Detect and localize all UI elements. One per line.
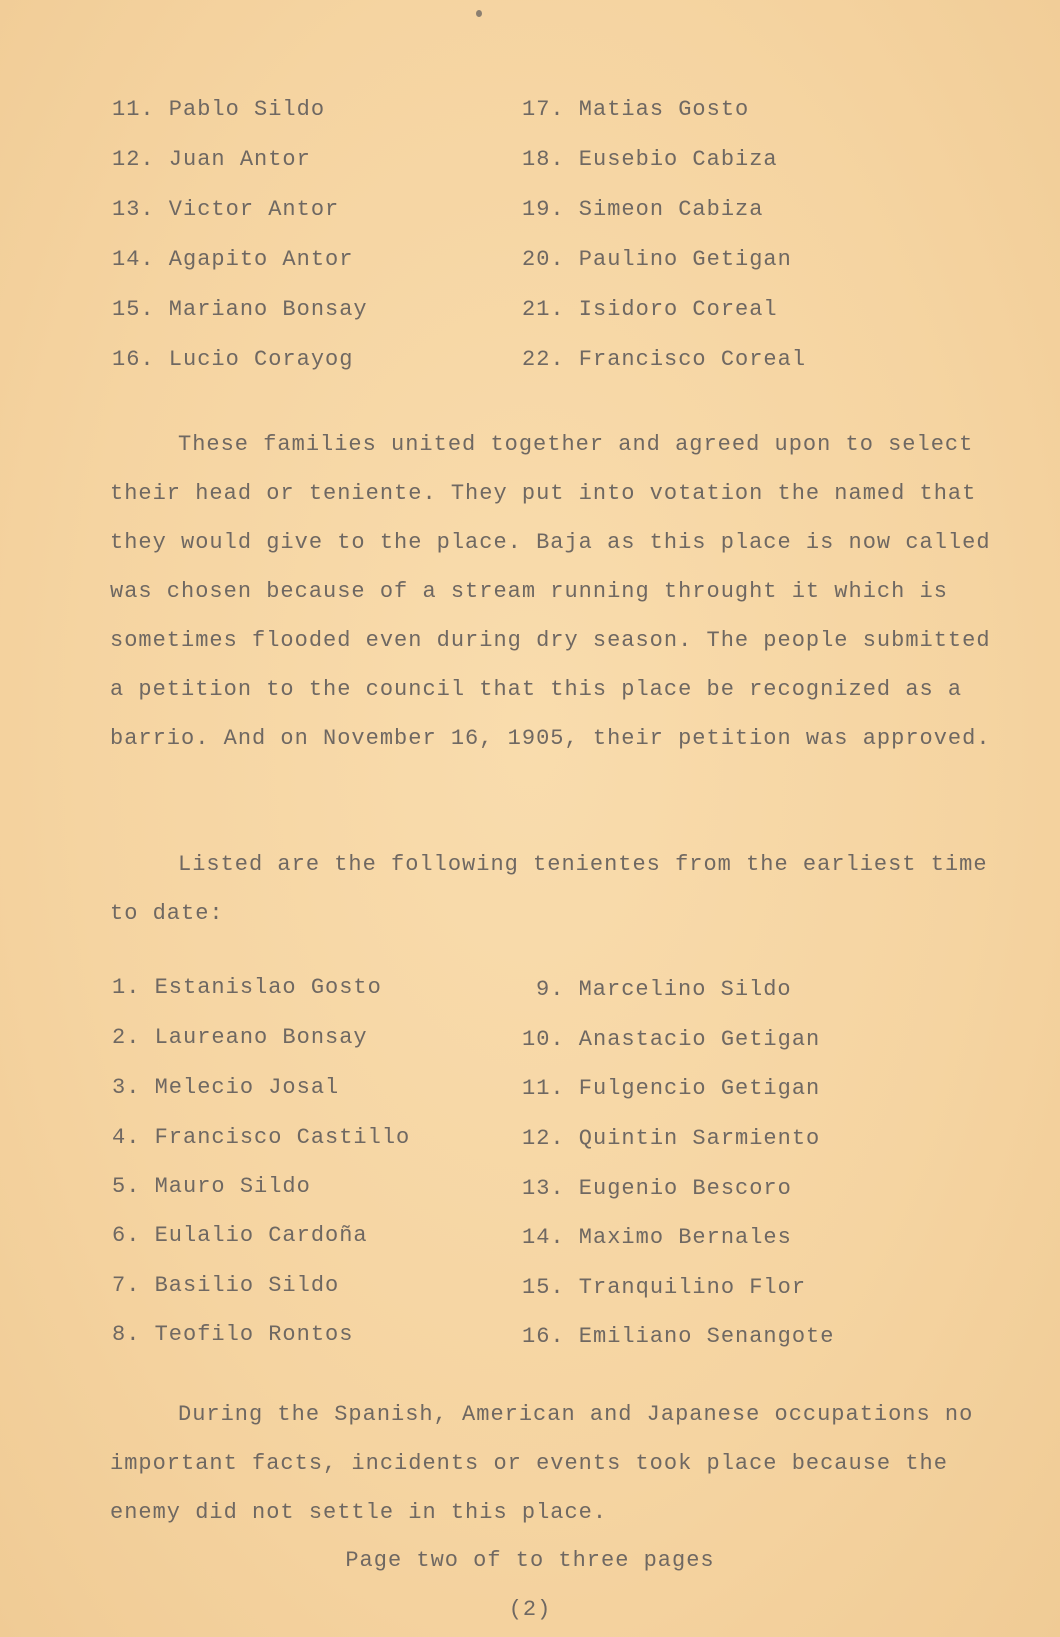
list-item: 8. Teofilo Rontos [112,1322,354,1347]
list-item: 3. Melecio Josal [112,1075,340,1100]
paragraph-tenientes-intro [110,840,1010,938]
list-item: 22. Francisco Coreal [522,347,807,372]
list-item: 19. Simeon Cabiza [522,197,764,222]
list-item: 6. Eulalio Cardoña [112,1223,368,1248]
list-item: 2. Laureano Bonsay [112,1025,368,1050]
list-item: 21. Isidoro Coreal [522,297,778,322]
page-note: Page two of to three pages [345,1548,715,1573]
list-item: 17. Matias Gosto [522,97,750,122]
list-item: 20. Paulino Getigan [522,247,792,272]
list-item: 1. Estanislao Gosto [112,975,382,1000]
list-item: 13. Eugenio Bescoro [522,1176,792,1201]
list-item: 15. Tranquilino Flor [522,1275,807,1300]
list-item: 16. Lucio Corayog [112,347,354,372]
list-item: 12. Quintin Sarmiento [522,1126,821,1151]
list-item: 16. Emiliano Senangote [522,1324,835,1349]
paragraph-origin [110,420,1010,763]
list-item: 11. Pablo Sildo [112,97,326,122]
list-item: 5. Mauro Sildo [112,1174,311,1199]
paragraph-occupations [110,1390,1010,1537]
list-item: 9. Marcelino Sildo [536,977,792,1002]
list-item: 14. Maximo Bernales [522,1225,792,1250]
list-item: 14. Agapito Antor [112,247,354,272]
list-item: 12. Juan Antor [112,147,311,172]
list-item: 10. Anastacio Getigan [522,1027,821,1052]
ink-speck [476,10,482,17]
paragraph-text: During the Spanish, American and Japanese occupations no important facts, incidents or events took place because the enemy did not settle in this place. [110,1402,974,1525]
paragraph-text: Listed are the following tenientes from the earliest time to date: [110,852,988,926]
list-item: 18. Eusebio Cabiza [522,147,778,172]
list-item: 11. Fulgencio Getigan [522,1076,821,1101]
paragraph-text: These families united together and agreed upon to select their head or teniente. They put into votation the named that they would give to the place. Baja as this place is now called was chosen because of a stream running throught it which is sometimes flooded even during dry season. The people submitted a petition to the council that this place be recognized as a barrio. And on November 16, 1905, their petition was approved. [110,432,991,751]
list-item: 7. Basilio Sildo [112,1273,340,1298]
list-item: 15. Mariano Bonsay [112,297,368,322]
list-item: 13. Victor Antor [112,197,340,222]
page-number: (2) [508,1597,552,1622]
list-item: 4. Francisco Castillo [112,1125,411,1150]
